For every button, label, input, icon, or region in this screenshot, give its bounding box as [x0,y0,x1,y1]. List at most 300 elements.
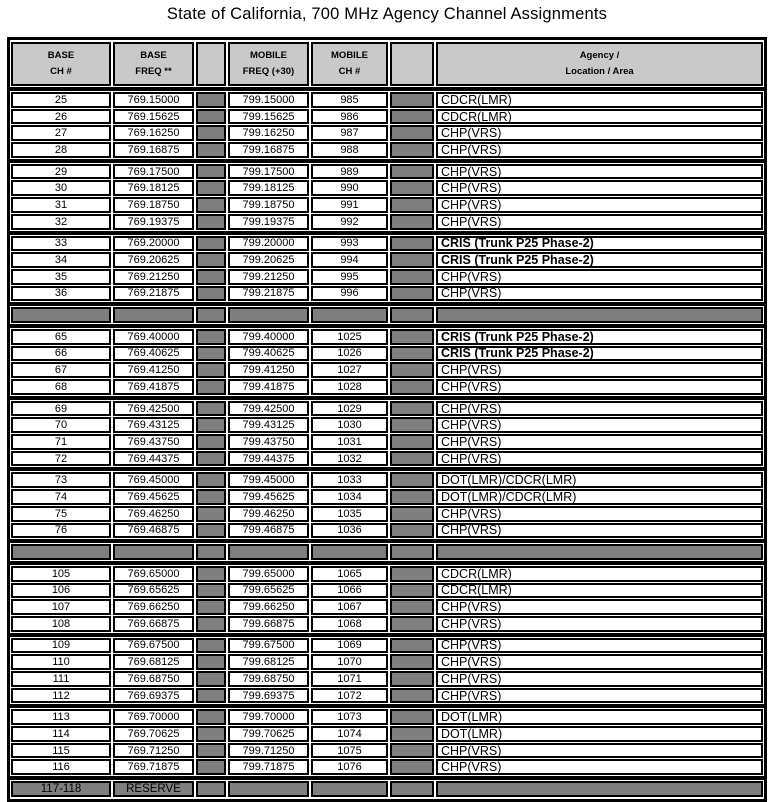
table-row [11,379,763,395]
spacer-cell [196,599,226,615]
table-row [11,506,763,522]
mobile-channel-cell: 992 [311,214,388,230]
sep-cell [390,544,434,560]
group-separator-bar [10,231,764,235]
spacer-cell [390,286,434,302]
base-freq-cell: 769.67500 [113,638,194,654]
base-freq-cell: 769.65625 [113,583,194,599]
table-row [11,688,763,704]
spacer-cell [390,236,434,252]
mobile-freq-cell: 799.17500 [228,164,309,180]
sep-cell [436,781,763,797]
agency-cell: CHP(VRS) [436,451,763,467]
mobile-channel-cell: 996 [311,286,388,302]
table-row [11,599,763,615]
mobile-channel-cell: 1026 [311,346,388,362]
table-row [11,434,763,450]
mobile-freq-cell: 799.65000 [228,566,309,582]
mobile-channel-cell: 1071 [311,671,388,687]
agency-cell: CHP(VRS) [436,214,763,230]
table-row [11,252,763,268]
spacer-cell [390,451,434,467]
table-row [11,125,763,141]
base-channel-cell: 106 [11,583,111,599]
mobile-channel-cell: 1076 [311,759,388,775]
agency-cell: CHP(VRS) [436,379,763,395]
agency-cell: CHP(VRS) [436,142,763,158]
agency-cell: CHP(VRS) [436,743,763,759]
mobile-channel-cell: 986 [311,109,388,125]
agency-cell: CHP(VRS) [436,164,763,180]
table-row [11,638,763,654]
table-row [11,743,763,759]
spacer-cell [390,125,434,141]
base-freq-cell: 769.66250 [113,599,194,615]
spacer-cell [196,688,226,704]
mobile-channel-cell: 1069 [311,638,388,654]
mobile-freq-cell: 799.16250 [228,125,309,141]
base-channel-cell: 71 [11,434,111,450]
base-freq-cell: 769.46250 [113,506,194,522]
mobile-channel-cell: 985 [311,92,388,108]
table-row [11,654,763,670]
agency-cell: CHP(VRS) [436,417,763,433]
sep-cell [113,544,194,560]
table-row [11,346,763,362]
base-channel-cell: 25 [11,92,111,108]
base-channel-cell: 69 [11,401,111,417]
reserve-range-cell: 117-118 [11,781,111,797]
mobile-channel-cell: 1027 [311,362,388,378]
base-freq-cell: 769.18750 [113,197,194,213]
spacer-cell [390,654,434,670]
spacer-cell [390,523,434,539]
mobile-freq-cell: 799.41250 [228,362,309,378]
base-freq-cell: 769.15625 [113,109,194,125]
mobile-channel-cell: 1036 [311,523,388,539]
mobile-channel-cell: 995 [311,269,388,285]
agency-cell: DOT(LMR)/CDCR(LMR) [436,489,763,505]
spacer-cell [390,379,434,395]
spacer-cell [390,362,434,378]
spacer-cell [390,472,434,488]
spacer-cell [196,214,226,230]
spacer-cell [390,417,434,433]
table-row [11,616,763,632]
mobile-channel-cell: 1068 [311,616,388,632]
section-separator-row [11,307,763,323]
spacer-cell [390,726,434,742]
table-row [11,142,763,158]
base-freq-cell: 769.42500 [113,401,194,417]
spacer-cell [390,252,434,268]
mobile-channel-cell: 1028 [311,379,388,395]
header-mobile-channel-line1: MOBILE [331,50,368,62]
spacer-cell [390,329,434,345]
agency-cell: CHP(VRS) [436,599,763,615]
agency-cell: CHP(VRS) [436,654,763,670]
agency-cell: CHP(VRS) [436,125,763,141]
header-mobile-channel-line2: CH # [338,66,361,77]
agency-cell: CDCR(LMR) [436,92,763,108]
table-row [11,523,763,539]
spacer-cell [196,362,226,378]
spacer-cell [390,599,434,615]
group-separator-bar [10,704,764,708]
table-row [11,451,763,467]
table-row [11,472,763,488]
spacer-cell [196,92,226,108]
agency-cell: CHP(VRS) [436,523,763,539]
spacer-cell [196,726,226,742]
spacer-cell [196,197,226,213]
spacer-cell [390,269,434,285]
spacer-cell [196,346,226,362]
sep-cell [311,544,388,560]
base-freq-cell: 769.18125 [113,180,194,196]
spacer-cell [196,489,226,505]
spacer-cell [196,434,226,450]
base-freq-cell: 769.44375 [113,451,194,467]
base-freq-cell: 769.70000 [113,709,194,725]
mobile-channel-cell: 1035 [311,506,388,522]
base-channel-cell: 112 [11,688,111,704]
base-channel-cell: 109 [11,638,111,654]
mobile-channel-cell: 1072 [311,688,388,704]
base-freq-cell: 769.71250 [113,743,194,759]
base-freq-cell: 769.70625 [113,726,194,742]
base-freq-cell: 769.71875 [113,759,194,775]
mobile-channel-cell: 991 [311,197,388,213]
table-row [11,709,763,725]
agency-cell: CHP(VRS) [436,197,763,213]
base-freq-cell: 769.45000 [113,472,194,488]
base-channel-cell: 115 [11,743,111,759]
group-separator-bar [10,396,764,400]
agency-cell: CRIS (Trunk P25 Phase-2) [436,252,763,268]
base-channel-cell: 74 [11,489,111,505]
spacer-cell [390,92,434,108]
reserve-label-cell: RESERVE [113,781,194,797]
mobile-freq-cell: 799.43750 [228,434,309,450]
mobile-freq-cell: 799.21875 [228,286,309,302]
table-row [11,417,763,433]
spacer-cell [196,269,226,285]
mobile-freq-cell: 799.15625 [228,109,309,125]
mobile-freq-cell: 799.46250 [228,506,309,522]
agency-cell: CHP(VRS) [436,180,763,196]
group-separator-bar [10,87,764,91]
header-spacer-1 [196,42,226,86]
sep-cell [228,307,309,323]
spacer-cell [390,401,434,417]
sep-cell [311,781,388,797]
mobile-freq-cell: 799.20000 [228,236,309,252]
base-freq-cell: 769.15000 [113,92,194,108]
spacer-cell [196,616,226,632]
table-row [11,401,763,417]
base-channel-cell: 107 [11,599,111,615]
mobile-channel-cell: 1034 [311,489,388,505]
header-base-channel [11,42,111,86]
spacer-cell [390,164,434,180]
table-row [11,583,763,599]
section-separator-row [11,544,763,560]
spacer-cell [390,346,434,362]
mobile-channel-cell: 1067 [311,599,388,615]
sep-cell [390,781,434,797]
base-channel-cell: 73 [11,472,111,488]
base-channel-cell: 29 [11,164,111,180]
sep-cell [196,307,226,323]
mobile-freq-cell: 799.68125 [228,654,309,670]
base-channel-cell: 26 [11,109,111,125]
base-channel-cell: 34 [11,252,111,268]
spacer-cell [390,688,434,704]
group-separator-bar [10,324,764,328]
base-freq-cell: 769.41250 [113,362,194,378]
mobile-freq-cell: 799.40000 [228,329,309,345]
base-freq-cell: 769.40625 [113,346,194,362]
spacer-cell [196,506,226,522]
mobile-freq-cell: 799.71250 [228,743,309,759]
base-freq-cell: 769.43125 [113,417,194,433]
spacer-cell [390,109,434,125]
agency-cell: CHP(VRS) [436,401,763,417]
mobile-channel-cell: 1032 [311,451,388,467]
base-freq-cell: 769.21250 [113,269,194,285]
spacer-cell [390,566,434,582]
mobile-freq-cell: 799.70000 [228,709,309,725]
page-title: State of California, 700 MHz Agency Channel Assignments [166,5,608,23]
base-channel-cell: 76 [11,523,111,539]
mobile-freq-cell: 799.20625 [228,252,309,268]
spacer-cell [196,759,226,775]
agency-cell: CRIS (Trunk P25 Phase-2) [436,346,763,362]
group-separator-bar [10,467,764,471]
agency-cell: CHP(VRS) [436,616,763,632]
base-freq-cell: 769.20625 [113,252,194,268]
table-row [11,164,763,180]
spacer-cell [196,379,226,395]
mobile-freq-cell: 799.18750 [228,197,309,213]
base-channel-cell: 31 [11,197,111,213]
agency-cell: CHP(VRS) [436,269,763,285]
agency-cell: DOT(LMR) [436,726,763,742]
header-base-channel-line1: BASE [47,50,75,62]
base-channel-cell: 110 [11,654,111,670]
group-separator-bar [10,776,764,780]
spacer-cell [390,214,434,230]
agency-cell: CHP(VRS) [436,362,763,378]
spacer-cell [196,180,226,196]
mobile-channel-cell: 987 [311,125,388,141]
mobile-freq-cell: 799.40625 [228,346,309,362]
spacer-cell [196,583,226,599]
base-freq-cell: 769.16875 [113,142,194,158]
base-channel-cell: 108 [11,616,111,632]
spacer-cell [196,329,226,345]
spacer-cell [196,236,226,252]
base-freq-cell: 769.45625 [113,489,194,505]
table-row [11,269,763,285]
mobile-freq-cell: 799.66250 [228,599,309,615]
mobile-freq-cell: 799.46875 [228,523,309,539]
table-row [11,566,763,582]
base-freq-cell: 769.41875 [113,379,194,395]
base-freq-cell: 769.68125 [113,654,194,670]
base-channel-cell: 72 [11,451,111,467]
spacer-cell [196,109,226,125]
mobile-freq-cell: 799.71875 [228,759,309,775]
mobile-channel-cell: 1025 [311,329,388,345]
agency-cell: DOT(LMR) [436,709,763,725]
base-freq-cell: 769.65000 [113,566,194,582]
base-freq-cell: 769.20000 [113,236,194,252]
base-freq-cell: 769.66875 [113,616,194,632]
mobile-freq-cell: 799.66875 [228,616,309,632]
mobile-freq-cell: 799.42500 [228,401,309,417]
agency-cell: CDCR(LMR) [436,109,763,125]
agency-cell: CHP(VRS) [436,434,763,450]
spacer-cell [196,164,226,180]
spacer-cell [390,709,434,725]
mobile-channel-cell: 1075 [311,743,388,759]
group-separator-bar [10,633,764,637]
mobile-channel-cell: 993 [311,236,388,252]
spacer-cell [196,472,226,488]
header-spacer-2 [390,42,434,86]
sep-cell [436,307,763,323]
group-separator-bar [10,159,764,163]
mobile-freq-cell: 799.68750 [228,671,309,687]
sep-cell [11,307,111,323]
spacer-cell [196,671,226,687]
spacer-cell [196,142,226,158]
base-channel-cell: 65 [11,329,111,345]
mobile-freq-cell: 799.45625 [228,489,309,505]
mobile-freq-cell: 799.15000 [228,92,309,108]
mobile-freq-cell: 799.67500 [228,638,309,654]
spacer-cell [390,638,434,654]
mobile-channel-cell: 1070 [311,654,388,670]
spacer-cell [390,506,434,522]
base-channel-cell: 33 [11,236,111,252]
sep-cell [436,544,763,560]
base-channel-cell: 32 [11,214,111,230]
header-base-channel-line2: CH # [50,66,72,77]
table-row [11,236,763,252]
sep-cell [390,307,434,323]
agency-cell: CRIS (Trunk P25 Phase-2) [436,236,763,252]
mobile-channel-cell: 1074 [311,726,388,742]
table-header-row [11,42,763,86]
mobile-freq-cell: 799.41875 [228,379,309,395]
table-row [11,329,763,345]
base-freq-cell: 769.17500 [113,164,194,180]
base-channel-cell: 35 [11,269,111,285]
mobile-channel-cell: 1033 [311,472,388,488]
sep-cell [113,307,194,323]
base-channel-cell: 105 [11,566,111,582]
spacer-cell [196,286,226,302]
mobile-freq-cell: 799.18125 [228,180,309,196]
sep-cell [196,781,226,797]
mobile-channel-cell: 1065 [311,566,388,582]
header-mobile-freq [228,42,309,86]
base-channel-cell: 68 [11,379,111,395]
spacer-cell [390,434,434,450]
spacer-cell [196,451,226,467]
spacer-cell [196,401,226,417]
sep-cell [228,781,309,797]
spacer-cell [390,142,434,158]
agency-cell: CHP(VRS) [436,638,763,654]
spacer-cell [390,489,434,505]
mobile-channel-cell: 1066 [311,583,388,599]
header-mobile-freq-line2: FREQ (+30) [242,66,295,77]
mobile-freq-cell: 799.19375 [228,214,309,230]
base-channel-cell: 111 [11,671,111,687]
mobile-channel-cell: 1029 [311,401,388,417]
table-row [11,214,763,230]
agency-cell: DOT(LMR)/CDCR(LMR) [436,472,763,488]
header-mobile-channel [311,42,388,86]
agency-cell: CDCR(LMR) [436,583,763,599]
spacer-cell [196,743,226,759]
base-channel-cell: 114 [11,726,111,742]
spacer-cell [390,583,434,599]
mobile-channel-cell: 1030 [311,417,388,433]
mobile-freq-cell: 799.65625 [228,583,309,599]
table-row [11,362,763,378]
mobile-freq-cell: 799.69375 [228,688,309,704]
spacer-cell [390,616,434,632]
header-mobile-freq-line1: MOBILE [250,50,287,62]
mobile-channel-cell: 988 [311,142,388,158]
table-row [11,286,763,302]
base-freq-cell: 769.16250 [113,125,194,141]
agency-cell: CHP(VRS) [436,688,763,704]
header-base-freq [113,42,194,86]
mobile-channel-cell: 989 [311,164,388,180]
group-separator-bar [10,539,764,543]
group-separator-bar [10,561,764,565]
sep-cell [196,544,226,560]
agency-cell: CHP(VRS) [436,759,763,775]
header-base-freq-line1: BASE [140,50,167,62]
base-freq-cell: 769.43750 [113,434,194,450]
base-channel-cell: 27 [11,125,111,141]
base-channel-cell: 36 [11,286,111,302]
base-freq-cell: 769.68750 [113,671,194,687]
agency-cell: CHP(VRS) [436,286,763,302]
mobile-freq-cell: 799.70625 [228,726,309,742]
spacer-cell [196,709,226,725]
spacer-cell [196,252,226,268]
table-row [11,726,763,742]
base-channel-cell: 67 [11,362,111,378]
mobile-freq-cell: 799.16875 [228,142,309,158]
base-channel-cell: 28 [11,142,111,158]
table-row [11,197,763,213]
group-separator-bar [10,302,764,306]
base-channel-cell: 70 [11,417,111,433]
mobile-freq-cell: 799.45000 [228,472,309,488]
spacer-cell [196,523,226,539]
agency-cell: CDCR(LMR) [436,566,763,582]
agency-cell: CRIS (Trunk P25 Phase-2) [436,329,763,345]
